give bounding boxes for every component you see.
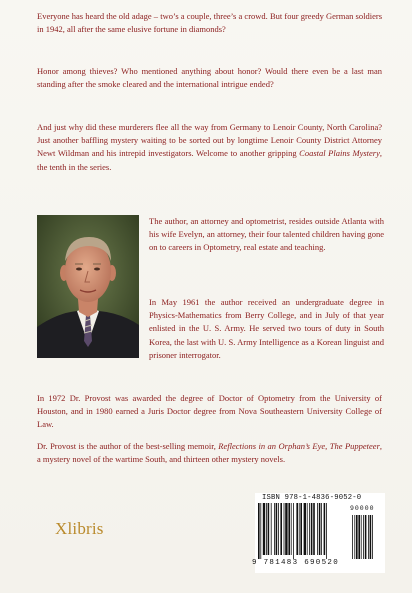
blurb-paragraph-3 [37,121,382,174]
barcode-bar [313,503,315,555]
barcode-addon-bar [370,515,372,559]
barcode-icon [258,503,382,561]
series-name: Coastal Plains Mystery [299,148,380,159]
bio-paragraph-1-text: The author, an attorney and optometrist, resides outside Atlanta with his wife Evelyn, an attorney, their four talented children having gone on to careers in Optometry, real estate and teaching. [149,216,384,253]
barcode-bar [274,503,275,555]
publisher-logo: Xlibris [55,519,104,538]
barcode-bar [296,503,298,555]
barcode-bar [307,503,308,555]
blurb-paragraph-3-text-b: , the tenth in the series. [37,148,382,172]
blurb-paragraph-1-text: Everyone has heard the old adage – two’s a couple, three’s a crowd. But four greedy German soldiers in 1942, all after the same elusive fortune in diamonds? [37,11,382,35]
barcode-bar [326,503,327,559]
barcode-bar [291,503,292,555]
barcode-addon-bar [358,515,360,559]
barcode-bar [309,503,310,555]
barcode-bar [266,503,267,555]
barcode-bar [285,503,287,555]
bio-paragraph-4 [37,440,382,466]
barcode-addon-bar [352,515,353,559]
barcode-bar [321,503,322,555]
blurb-paragraph-1 [37,10,382,36]
barcode-bar [324,503,326,555]
bio-paragraph-2-text: In May 1961 the author received an undergraduate degree in Physics-Mathematics from Berry College, and in July of that year enlisted in the U. S. Army. He served two tours of duty in South Korea, the last with U. S. Army Intelligence as a Korean linguist and prisoner interrogator. [149,297,384,360]
memoir-title: Reflections in an Orphan’s Eye [218,441,326,451]
novel-title: The Puppeteer [329,441,380,451]
barcode-bar [258,503,260,559]
blurb-paragraph-2 [37,65,382,91]
barcode-bar [317,503,318,555]
barcode-bar [288,503,290,555]
bio-paragraph-4-sep: , [325,441,330,451]
barcode-bar [293,503,294,559]
barcode-bar [260,503,261,559]
barcode-bar [284,503,285,555]
barcode-addon-bar [361,515,362,559]
blurb-paragraph-2-text: Honor among thieves? Who mentioned anything about honor? Would there even be a last man standing after the smoke cleared and the international intrigue ended? [37,66,382,90]
bio-paragraph-2 [149,296,384,362]
barcode-addon-bar [372,515,373,559]
barcode-bar [278,503,279,555]
barcode-bar [311,503,313,555]
bio-paragraph-4-text-a: Dr. Provost is the author of the best-selling memoir, [37,441,219,451]
bio-paragraph-4-text-b: , a mystery novel of the wartime South, and thirteen other mystery novels. [37,441,383,465]
barcode-addon-bar [354,515,355,559]
barcode-addon-bar [368,515,369,559]
barcode-bar [268,503,270,555]
isbn-label: ISBN 978-1-4836-9052-0 [262,494,362,502]
barcode-addon-bar [365,515,367,559]
barcode-bar [300,503,302,555]
barcode-bar [276,503,278,555]
barcode-bar [271,503,272,555]
barcode-addon-bar [356,515,358,559]
barcode-addon-bar [363,515,364,559]
barcode-bar [319,503,321,555]
price-addon-label: 90000 [350,505,375,512]
barcode-bar [304,503,306,555]
bio-paragraph-1 [149,215,384,255]
blurb-paragraph-3-text-a: And just why did these murderers flee all the way from Germany to Lenoir County, North Carolina? Just another baffling mystery waiting to be sorted out by longtime Lenoir County District Attorney Newt Wildman and his intrepid investigators. Welcome to another gripping [37,122,382,159]
bio-paragraph-3 [37,392,382,432]
barcode-bar [280,503,282,555]
ean-label: 9 781483 690520 [252,559,340,567]
barcode-bar [299,503,300,555]
bio-paragraph-3-text: In 1972 Dr. Provost was awarded the degree of Doctor of Optometry from the University of Houston, and in 1980 earned a Juris Doctor degree from Nova Southeastern University College of Law. [37,393,382,430]
barcode-bar [263,503,265,555]
author-photo [37,215,139,358]
